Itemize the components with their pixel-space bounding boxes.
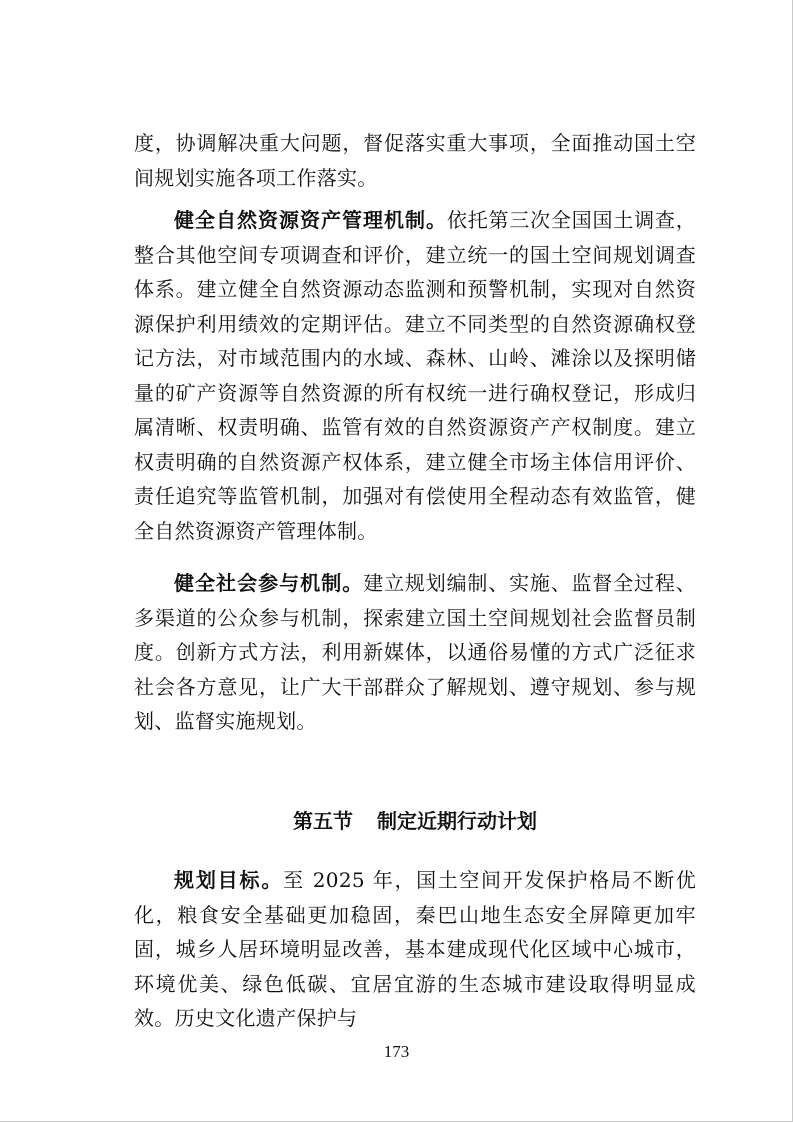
paragraph-heading: 健全自然资源资产管理机制。 bbox=[174, 208, 447, 232]
section-title: 制定近期行动计划 bbox=[377, 809, 537, 833]
paragraph-heading: 健全社会参与机制。 bbox=[174, 571, 364, 595]
paragraph-text: 依托第三次全国国土调查，整合其他空间专项调查和评价，建立统一的国土空间规划调查体系。建立健全自然资源动态监测和预警机制，实现对自然资源保护利用绩效的定期评估。建立不同类型的自然资源确权登记方法，对市域范围内的水域、森林、山岭、滩涂以及探明储量的矿产资源等自然资源的所有权统一进行确权登记，形成归属清晰、权责明确、监管有效的自然资源资产产权制度。建立权责明确的自然资源产权体系，建立健全市场主体信用评价、责任追究等监管机制，加强对有偿使用全程动态有效监管，健全自然资源资产管理体制。 bbox=[134, 208, 697, 543]
paragraph-continuation bbox=[134, 126, 696, 195]
paragraph-text: 建立规划编制、实施、监督全过程、多渠道的公众参与机制，探索建立国土空间规划社会监督员制度。创新方式方法，利用新媒体，以通俗易懂的方式广泛征求社会各方意见，让广大干部群众了解规划、遵守规划、参与规划、监督实施规划。 bbox=[134, 571, 696, 733]
paragraph-heading: 规划目标。 bbox=[174, 868, 284, 892]
section-number: 第五节 bbox=[293, 809, 353, 833]
paragraph-text: 至 2025 年，国土空间开发保护格局不断优化，粮食安全基础更加稳固，秦巴山地生态安全屏障更加牢固，城乡人居环境明显改善，基本建成现代化区域中心城市，环境优美、绿色低碳、宜居宜游的生态城市建设取得明显成效。历史文化遗产保护与 bbox=[134, 868, 696, 1030]
paragraph-natural-resources bbox=[134, 203, 696, 548]
paragraph-text: 度，协调解决重大问题，督促落实重大事项，全面推动国土空间规划实施各项工作落实。 bbox=[134, 131, 696, 190]
section-heading bbox=[134, 806, 696, 836]
paragraph-social-participation bbox=[134, 566, 696, 739]
page-number: 173 bbox=[383, 1042, 410, 1061]
paragraph-planning-goals bbox=[134, 863, 696, 1036]
